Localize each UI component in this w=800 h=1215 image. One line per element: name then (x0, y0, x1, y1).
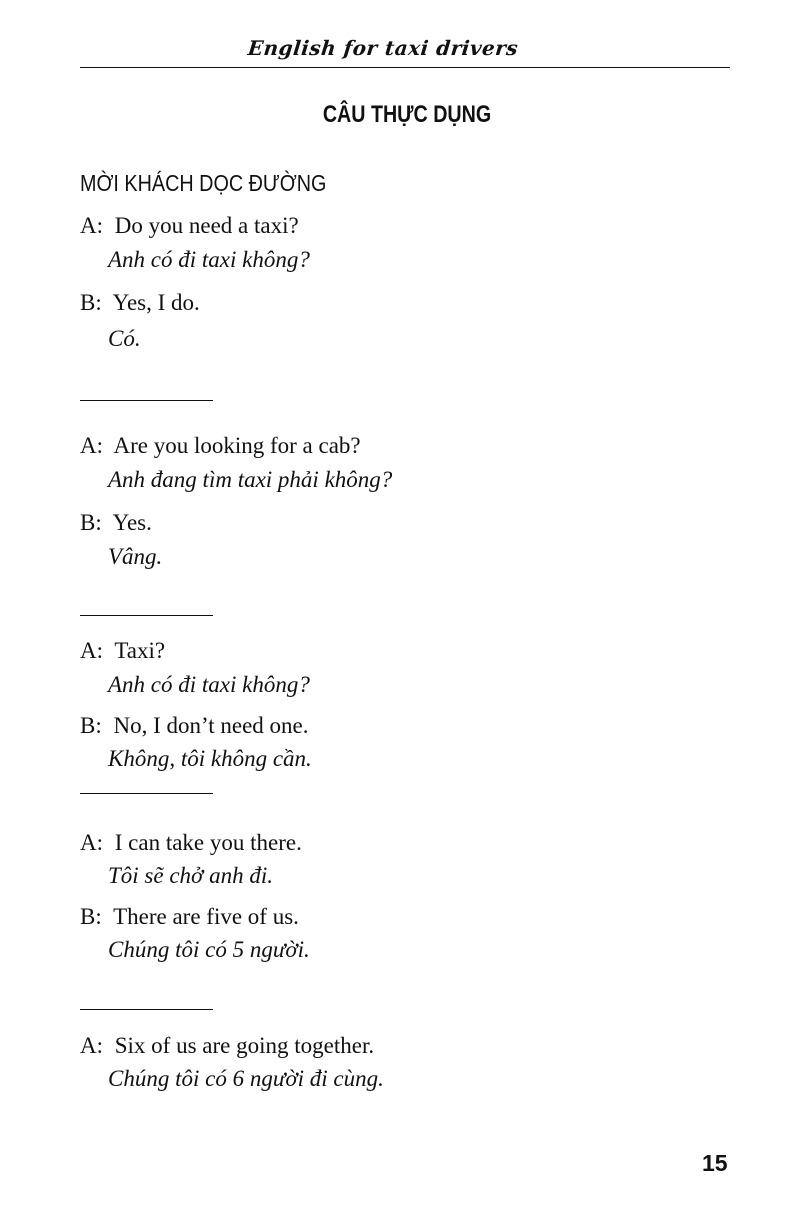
english-sentence: Six of us are going together. (114, 1033, 375, 1058)
speaker-label: A: (80, 433, 103, 458)
section-title (73, 101, 729, 129)
dialogue-line (80, 1033, 374, 1059)
english-sentence: I can take you there. (114, 830, 302, 855)
dialogue-line (80, 510, 152, 536)
english-sentence: Taxi? (114, 638, 166, 663)
dialogue-line (80, 213, 299, 239)
vietnamese-translation: Không, tôi không cần. (108, 746, 312, 771)
header-rule (80, 67, 730, 68)
english-sentence: No, I don’t need one. (113, 713, 309, 738)
page-number: 15 (702, 1150, 728, 1176)
dialogue-line (80, 830, 302, 856)
vietnamese-translation: Vâng. (108, 544, 163, 569)
vietnamese-translation: Chúng tôi có 6 người đi cùng. (108, 1066, 384, 1091)
dialogue-line (80, 433, 361, 459)
dialogue-separator (80, 1009, 213, 1010)
speaker-label: B: (80, 904, 102, 929)
dialogue-separator (80, 793, 213, 794)
dialogue-line (80, 290, 200, 316)
speaker-label: A: (80, 1033, 103, 1058)
english-sentence: Yes, I do. (112, 290, 200, 315)
english-sentence: Do you need a taxi? (114, 213, 299, 238)
dialogue-line (80, 638, 165, 664)
subsection-title: MỜI KHÁCH DỌC ĐƯỜNG (80, 170, 327, 196)
running-head (0, 36, 800, 68)
speaker-label: B: (80, 290, 102, 315)
speaker-label: B: (80, 713, 102, 738)
section-title-text: CÂU THỰC DỤNG (322, 101, 492, 128)
speaker-label: A: (80, 213, 103, 238)
english-sentence: There are five of us. (113, 904, 299, 929)
vietnamese-translation: Tôi sẽ chở anh đi. (108, 863, 273, 888)
dialogue-separator (80, 400, 213, 401)
dialogue-line (80, 904, 299, 930)
vietnamese-translation: Anh đang tìm taxi phải không? (108, 467, 393, 492)
running-title: English for taxi drivers (246, 36, 520, 60)
speaker-label: A: (80, 830, 103, 855)
vietnamese-translation: Anh có đi taxi không? (108, 672, 310, 697)
dialogue-line (80, 713, 309, 739)
vietnamese-translation: Chúng tôi có 5 người. (108, 937, 310, 962)
english-sentence: Yes. (112, 510, 152, 535)
speaker-label: B: (80, 510, 102, 535)
english-sentence: Are you looking for a cab? (113, 433, 361, 458)
vietnamese-translation: Có. (108, 326, 141, 351)
vietnamese-translation: Anh có đi taxi không? (108, 247, 310, 272)
speaker-label: A: (80, 638, 103, 663)
dialogue-separator (80, 615, 213, 616)
